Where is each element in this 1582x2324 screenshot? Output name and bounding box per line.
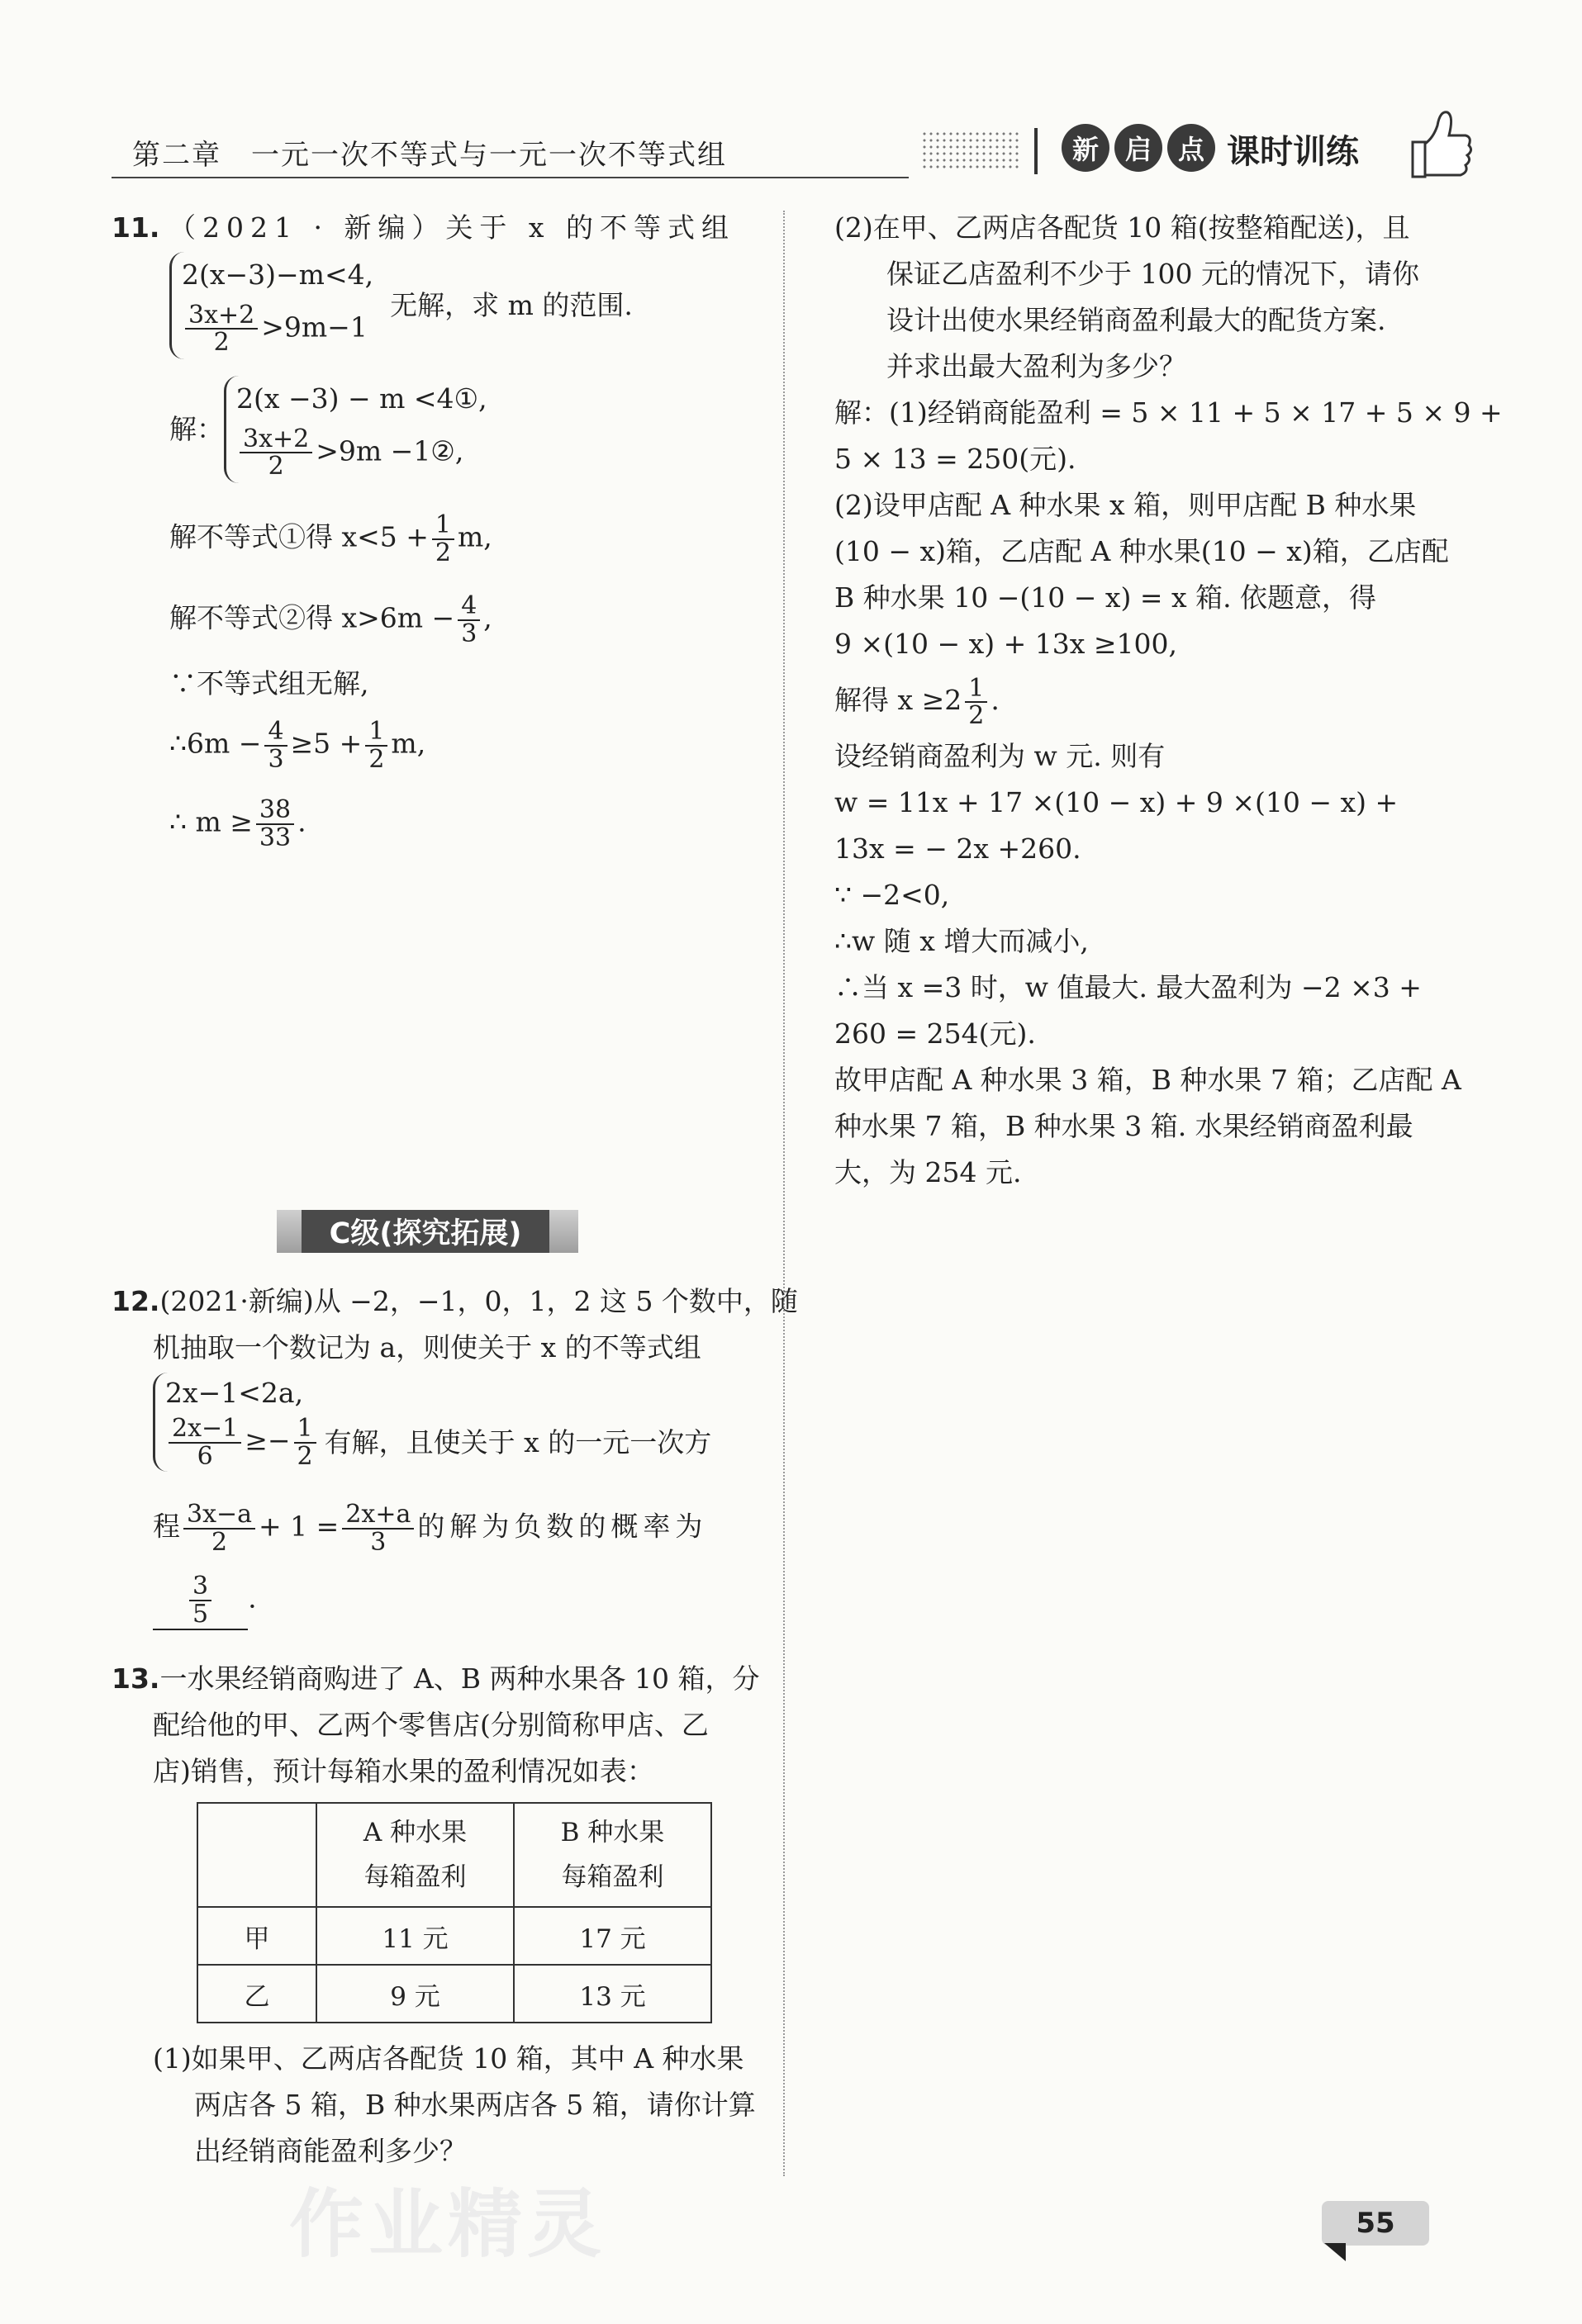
- header-dot-pattern: [921, 130, 1020, 170]
- q12-equation-line: 程 $\frac{3x-a}{2}$ + 1 = $\frac{2x+a}{3}$ 的解为负数的概率为: [153, 1500, 708, 1557]
- header-rule: [112, 177, 909, 178]
- q12-sys-line1: 2x−1<2a,: [165, 1376, 304, 1409]
- column-divider: [783, 211, 785, 2176]
- q13-line1: 13.一水果经销商购进了 A、B 两种水果各 10 箱，分: [112, 1662, 760, 1695]
- q11-sys-line1: 2(x−3)−m<4,: [182, 258, 374, 292]
- table-row-label: 乙: [197, 1965, 316, 2023]
- brand-char-3: 点: [1167, 124, 1215, 172]
- table-row: [197, 1965, 711, 2023]
- q12-system: [153, 1373, 711, 1472]
- q13-line3: 店)销售，预计每箱水果的盈利情况如表：: [153, 1755, 654, 1787]
- table-corner: [197, 1803, 316, 1907]
- page-number: 55: [1322, 2201, 1429, 2246]
- table-row: [197, 1907, 711, 1965]
- solution-line: 大，为 254 元.: [834, 1156, 1022, 1188]
- q11-step2: 解不等式②得 x>6m − $\frac{4}{3}$ ,: [169, 591, 492, 648]
- solution-line: 9 ×(10 − x) + 13x ≥100,: [834, 628, 1177, 660]
- table-row-label: 甲: [197, 1907, 316, 1965]
- q12-line2: 机抽取一个数记为 a，则使关于 x 的不等式组: [153, 1331, 701, 1364]
- section-c-title: C级(探究拓展): [302, 1210, 549, 1253]
- page-corner-marker: [1324, 2243, 1346, 2261]
- brand-char-2: 启: [1114, 124, 1162, 172]
- q13-part2-line3: 设计出使水果经销商盈利最大的配货方案.: [886, 304, 1386, 336]
- q13-part1-line3: 出经销商能盈利多少？: [194, 2135, 467, 2167]
- q13-solution: [834, 390, 1503, 1196]
- table-cell: 13 元: [514, 1965, 711, 2023]
- solution-line: 故甲店配 A 种水果 3 箱，B 种水果 7 箱；乙店配 A: [834, 1064, 1461, 1096]
- chapter-title: 第二章 一元一次不等式与一元一次不等式组: [132, 139, 727, 172]
- q12-sys-line2: $\frac{2x-1}{6}$ ≥− $\frac{1}{2}$: [165, 1416, 320, 1469]
- table-head-a: A 种水果 每箱盈利: [316, 1803, 514, 1907]
- q11-step5: ∴ m ≥ $\frac{38}{33}$ .: [169, 795, 306, 852]
- q11-sol-line1: 2(x −3) − m <4①,: [236, 382, 487, 415]
- brand-title: 课时训练: [1227, 133, 1359, 171]
- q11-step3: ∵不等式组无解,: [169, 667, 369, 700]
- table-cell: 9 元: [316, 1965, 514, 2023]
- table-cell: 11 元: [316, 1907, 514, 1965]
- solution-line: B 种水果 10 −(10 − x) = x 箱. 依题意，得: [834, 581, 1377, 614]
- q13-part2-line2: 保证乙店盈利不少于 100 元的情况下，请你: [886, 258, 1419, 290]
- solution-line: ∴w 随 x 增大而减小,: [834, 925, 1089, 957]
- profit-table: [197, 1802, 712, 2023]
- solution-line: ∴当 x =3 时，w 值最大. 最大盈利为 −2 ×3 +: [834, 971, 1422, 1003]
- solution-line: 设经销商盈利为 w 元. 则有: [834, 740, 1166, 772]
- solution-line: ∵ −2<0,: [834, 879, 950, 911]
- q11-step4: ∴6m − $\frac{4}{3}$ ≥5 + $\frac{1}{2}$ m,: [169, 717, 426, 774]
- q11-solution-system: [169, 376, 487, 483]
- solution-line: 13x = − 2x +260.: [834, 832, 1081, 865]
- solution-line: 种水果 7 箱，B 种水果 3 箱. 水果经销商盈利最: [834, 1110, 1413, 1142]
- header-divider: [1034, 128, 1038, 174]
- q11-step1: 解不等式①得 x<5 + $\frac{1}{2}$ m,: [169, 510, 492, 567]
- q11-sol-line2: $\frac{3x+2}{2}$ >9m −1②,: [236, 426, 487, 480]
- brand-char-1: 新: [1062, 124, 1109, 172]
- solution-line: 5 × 13 = 250(元).: [834, 443, 1076, 475]
- solution-line: w = 11x + 17 ×(10 − x) + 9 ×(10 − x) +: [834, 786, 1399, 818]
- q12-line1: 12.(2021·新编)从 −2，−1，0，1，2 这 5 个数中，随: [112, 1285, 798, 1317]
- q12-answer: $\frac{3}{5}$ .: [153, 1573, 257, 1630]
- watermark: 作业精灵: [289, 2181, 606, 2268]
- q11-stem-post: 无解，求 m 的范围.: [390, 289, 633, 321]
- table-head-b: B 种水果 每箱盈利: [514, 1803, 711, 1907]
- solution-line: 260 = 254(元).: [834, 1017, 1036, 1050]
- thumbs-up-icon: [1396, 101, 1475, 187]
- q12-line3: 有解，且使关于 x 的一元一次方: [324, 1426, 712, 1458]
- solution-line: (2)设甲店配 A 种水果 x 箱，则甲店配 B 种水果: [834, 489, 1417, 521]
- q11-stem: [112, 205, 735, 251]
- solution-line-fraction: 解得 x ≥2 $\frac{1}{2}$ .: [834, 673, 1000, 730]
- q11-sol-label: 解：: [169, 413, 224, 445]
- q11-stem-text: （2021 · 新编）关于 x 的不等式组: [168, 211, 736, 244]
- q13-part2-line4: 并求出最大盈利为多少？: [886, 350, 1186, 382]
- solution-line: (10 − x)箱，乙店配 A 种水果(10 − x)箱，乙店配: [834, 535, 1449, 567]
- solution-line: 解：(1)经销商能盈利 = 5 × 11 + 5 × 17 + 5 × 9 +: [834, 396, 1503, 429]
- q11-sys-line2: $\frac{3x+2}{2}$ >9m−1: [182, 302, 373, 356]
- q11-number: 11.: [112, 211, 160, 244]
- q11-system: [169, 252, 633, 359]
- table-cell: 17 元: [514, 1907, 711, 1965]
- q13-part2-line1: (2)在甲、乙两店各配货 10 箱(按整箱配送)，且: [834, 211, 1410, 244]
- q13-line2: 配给他的甲、乙两个零售店(分别简称甲店、乙: [153, 1709, 709, 1741]
- q13-part1-line2: 两店各 5 箱，B 种水果两店各 5 箱，请你计算: [194, 2089, 756, 2121]
- q13-part1-line1: (1)如果甲、乙两店各配货 10 箱，其中 A 种水果: [153, 2042, 744, 2075]
